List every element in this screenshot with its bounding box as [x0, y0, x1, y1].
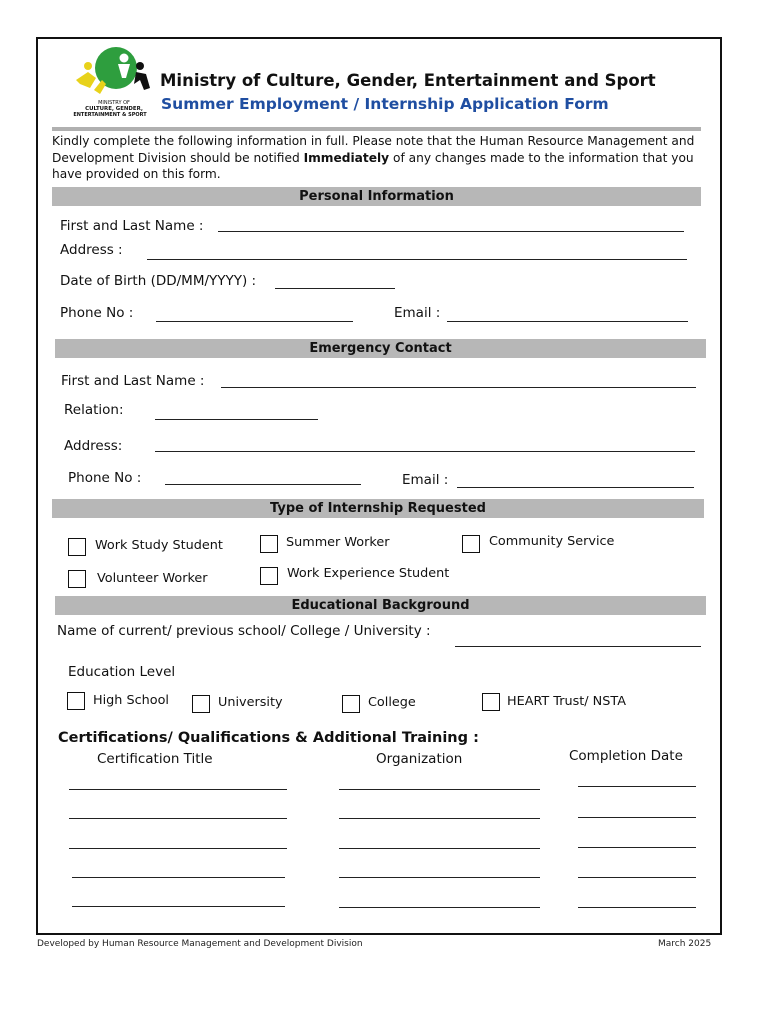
school-name-label: Name of current/ previous school/ College / University : — [57, 623, 431, 639]
personal-phone-label: Phone No : — [60, 305, 134, 321]
column-completion-date: Completion Date — [569, 748, 683, 764]
checkbox-work-study[interactable] — [68, 538, 86, 556]
footer-credit: Developed by Human Resource Management and Development Division — [37, 939, 363, 949]
option-work-study-label: Work Study Student — [95, 538, 223, 553]
checkbox-university[interactable] — [192, 695, 210, 713]
footer-date: March 2025 — [658, 939, 712, 949]
column-organization: Organization — [376, 751, 463, 767]
intro-paragraph: Kindly complete the following information in full. Please note that the Human Resource Management and Development Division should be notified Immediately of any changes made to the information that you have provided on this form. — [52, 134, 695, 181]
form-title: Ministry of Culture, Gender, Entertainment and Sport — [160, 71, 656, 90]
cert-organization-field[interactable] — [339, 818, 540, 819]
personal-address-label: Address : — [60, 242, 123, 258]
section-education: Educational Background — [55, 596, 706, 615]
personal-name-label: First and Last Name : — [60, 218, 204, 234]
section-emergency: Emergency Contact — [55, 339, 706, 358]
checkbox-heart-trust[interactable] — [482, 693, 500, 711]
form-subtitle: Summer Employment / Internship Application Form — [161, 95, 609, 113]
section-internship: Type of Internship Requested — [52, 499, 704, 518]
level-college-label: College — [368, 695, 416, 710]
option-volunteer-worker-label: Volunteer Worker — [97, 571, 208, 586]
column-certification-title: Certification Title — [97, 751, 213, 767]
svg-text:MINISTRY OF: MINISTRY OF — [98, 100, 130, 106]
personal-email-label: Email : — [394, 305, 441, 321]
personal-name-field[interactable] — [218, 231, 684, 232]
emergency-address-field[interactable] — [155, 451, 695, 452]
personal-dob-field[interactable] — [275, 288, 395, 289]
option-work-experience-label: Work Experience Student — [287, 566, 450, 581]
cert-organization-field[interactable] — [339, 848, 540, 849]
ministry-logo — [66, 44, 158, 124]
option-community-service-label: Community Service — [489, 534, 615, 549]
emergency-relation-label: Relation: — [64, 402, 124, 418]
cert-title-field[interactable] — [69, 848, 287, 849]
emergency-name-field[interactable] — [221, 387, 696, 388]
emergency-address-label: Address: — [64, 438, 123, 454]
cert-organization-field[interactable] — [339, 789, 540, 790]
emergency-phone-field[interactable] — [165, 484, 361, 485]
checkbox-community-service[interactable] — [462, 535, 480, 553]
education-level-label: Education Level — [68, 664, 176, 680]
header-rule — [52, 127, 701, 131]
option-summer-worker-label: Summer Worker — [286, 535, 390, 550]
checkbox-high-school[interactable] — [67, 692, 85, 710]
cert-date-field[interactable] — [578, 877, 696, 878]
section-personal: Personal Information — [52, 187, 701, 206]
personal-dob-label: Date of Birth (DD/MM/YYYY) : — [60, 273, 257, 289]
svg-text:ENTERTAINMENT & SPORT: ENTERTAINMENT & SPORT — [73, 112, 147, 118]
cert-date-field[interactable] — [578, 817, 696, 818]
level-high-school-label: High School — [93, 693, 169, 708]
level-heart-trust-label: HEART Trust/ NSTA — [507, 694, 626, 709]
cert-date-field[interactable] — [578, 847, 696, 848]
emergency-relation-field[interactable] — [155, 419, 318, 420]
checkbox-college[interactable] — [342, 695, 360, 713]
emergency-email-field[interactable] — [457, 487, 694, 488]
personal-phone-field[interactable] — [156, 321, 353, 322]
cert-organization-field[interactable] — [339, 877, 540, 878]
cert-date-field[interactable] — [578, 786, 696, 787]
checkbox-work-experience[interactable] — [260, 567, 278, 585]
cert-title-field[interactable] — [72, 877, 285, 878]
emergency-email-label: Email : — [402, 472, 449, 488]
personal-address-field[interactable] — [147, 259, 687, 260]
cert-title-field[interactable] — [72, 906, 285, 907]
level-university-label: University — [218, 695, 283, 710]
emergency-name-label: First and Last Name : — [61, 373, 205, 389]
personal-email-field[interactable] — [447, 321, 688, 322]
school-name-field[interactable] — [455, 646, 701, 647]
cert-title-field[interactable] — [69, 818, 287, 819]
checkbox-volunteer-worker[interactable] — [68, 570, 86, 588]
certifications-heading: Certifications/ Qualifications & Additional Training : — [58, 730, 479, 746]
checkbox-summer-worker[interactable] — [260, 535, 278, 553]
cert-organization-field[interactable] — [339, 907, 540, 908]
emergency-phone-label: Phone No : — [68, 470, 142, 486]
cert-date-field[interactable] — [578, 907, 696, 908]
intro-emphasis: Immediately — [303, 150, 390, 165]
svg-text:CULTURE, GENDER,: CULTURE, GENDER, — [85, 106, 143, 112]
cert-title-field[interactable] — [69, 789, 287, 790]
